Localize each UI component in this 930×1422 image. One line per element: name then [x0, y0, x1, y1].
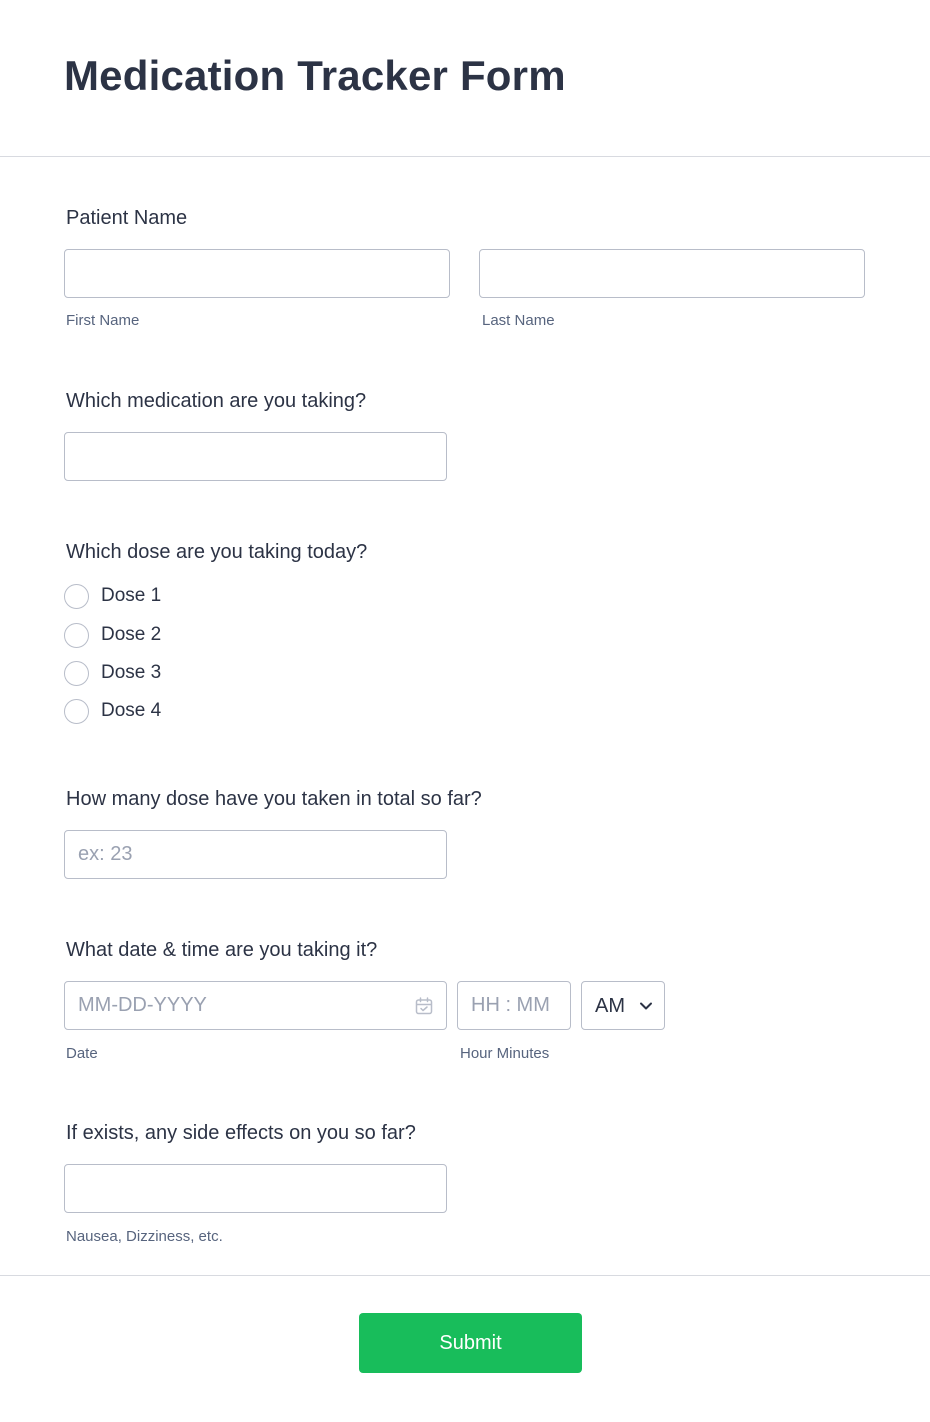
ampm-value: AM [595, 995, 625, 1017]
dose-option-4[interactable] [64, 698, 161, 724]
total-doses-label: How many dose have you taken in total so far? [66, 788, 482, 810]
dose-option-label: Dose 3 [101, 662, 162, 683]
first-name-sublabel: First Name [66, 312, 140, 329]
dose-option-label: Dose 4 [101, 700, 162, 721]
medication-input[interactable] [64, 432, 447, 481]
side-effects-sublabel: Nausea, Dizziness, etc. [66, 1228, 223, 1245]
form-title: Medication Tracker Form [64, 52, 566, 99]
ampm-select[interactable] [581, 981, 665, 1030]
radio-button[interactable] [64, 623, 89, 648]
dose-label: Which dose are you taking today? [66, 541, 368, 563]
time-sublabel: Hour Minutes [460, 1045, 550, 1062]
dose-option-3[interactable] [64, 660, 161, 686]
side-effects-input[interactable] [64, 1164, 447, 1213]
datetime-label: What date & time are you taking it? [66, 939, 378, 961]
radio-button[interactable] [64, 584, 89, 609]
footer-divider [0, 1275, 930, 1276]
dose-option-1[interactable] [64, 583, 161, 609]
time-input[interactable] [457, 981, 571, 1030]
dose-option-2[interactable] [64, 622, 161, 648]
patient-name-label: Patient Name [66, 207, 188, 229]
radio-button[interactable] [64, 699, 89, 724]
side-effects-label: If exists, any side effects on you so far? [66, 1122, 416, 1144]
dose-option-label: Dose 2 [101, 624, 162, 645]
total-doses-input[interactable] [64, 830, 447, 879]
last-name-input[interactable] [479, 249, 865, 298]
form-header [0, 0, 930, 157]
last-name-sublabel: Last Name [482, 312, 555, 329]
medication-label: Which medication are you taking? [66, 390, 367, 412]
date-sublabel: Date [66, 1045, 98, 1062]
chevron-down-icon [639, 1000, 653, 1012]
radio-button[interactable] [64, 661, 89, 686]
calendar-icon[interactable] [414, 996, 434, 1016]
dose-option-label: Dose 1 [101, 585, 162, 606]
date-input[interactable] [64, 981, 447, 1030]
first-name-input[interactable] [64, 249, 450, 298]
submit-button[interactable]: Submit [359, 1313, 582, 1373]
